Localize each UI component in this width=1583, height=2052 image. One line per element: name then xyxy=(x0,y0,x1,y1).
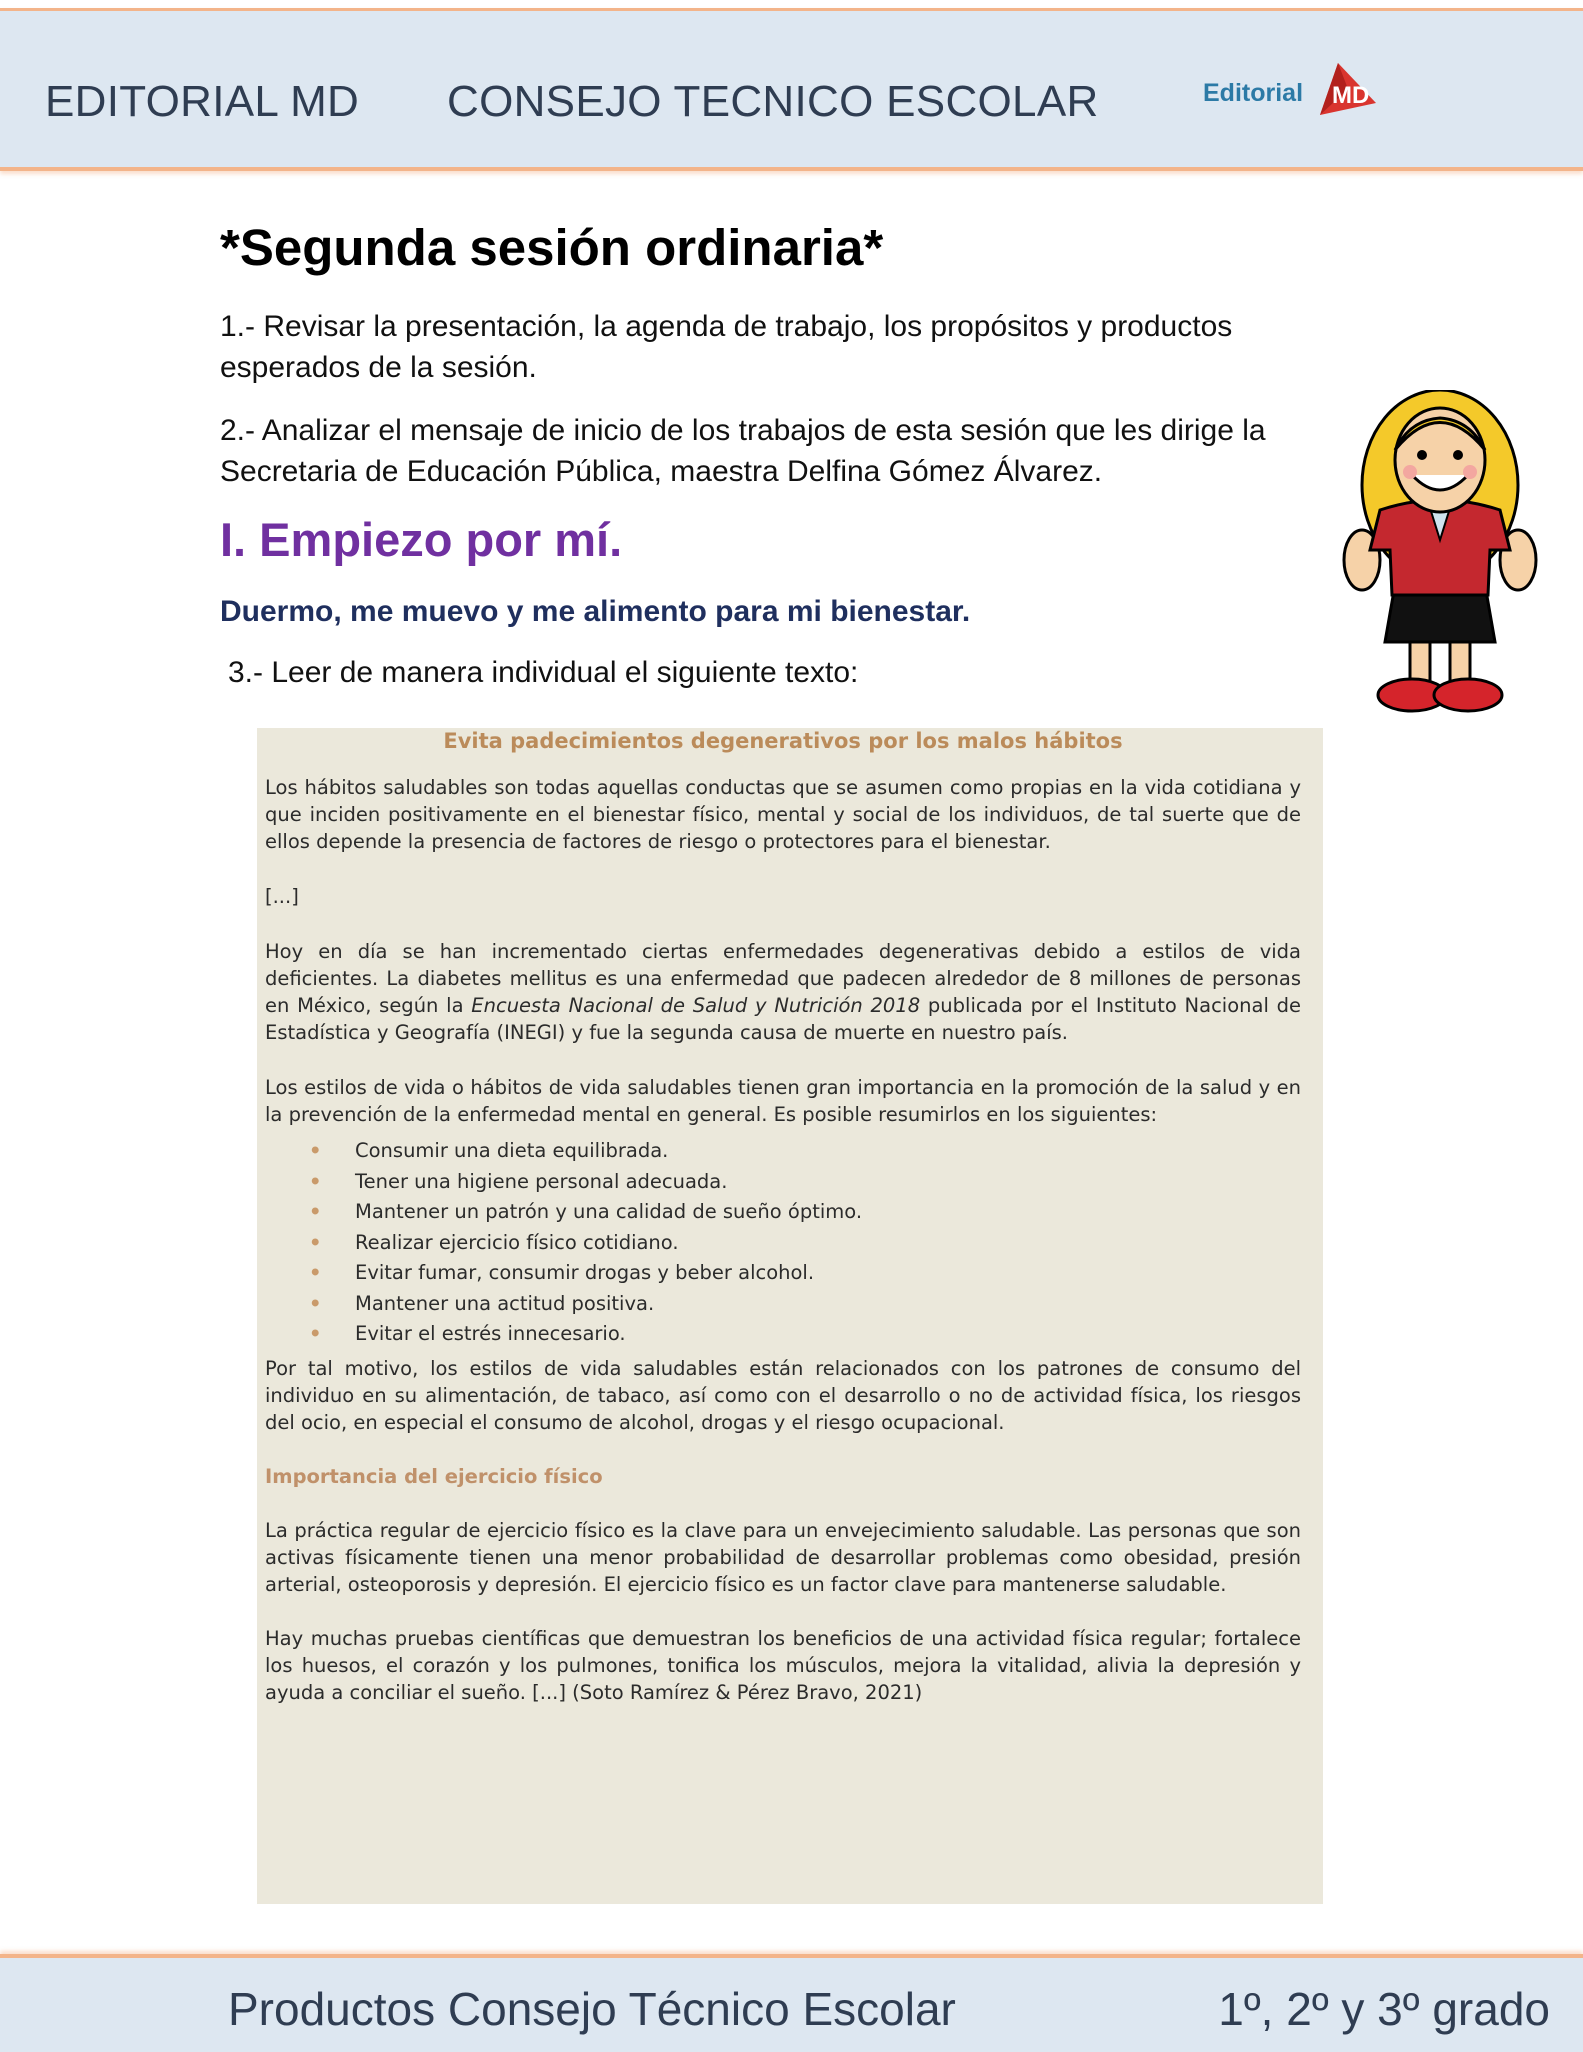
bullet-icon: • xyxy=(309,1261,322,1284)
md-logo-icon xyxy=(1310,59,1380,119)
reading-paragraph-4: Por tal motivo, los estilos de vida saludables están relacionados con los patrones de consumo del individuo en su alimentación, de tabaco, así como con el desarrollo o no de actividad física, los riesgos del ocio, en especial el consumo de alcohol, drogas y el riesgo ocupacional. xyxy=(265,1356,1301,1434)
list-item: • Mantener una actitud positiva. xyxy=(265,1289,1301,1320)
list-item: • Evitar el estrés innecesario. xyxy=(265,1319,1301,1350)
instruction-item-3: 3.- Leer de manera individual el siguiente texto: xyxy=(228,656,859,689)
header-left-title: EDITORIAL MD xyxy=(45,77,360,126)
section-title: I. Empiezo por mí. xyxy=(220,513,623,566)
bullet-icon: • xyxy=(309,1322,322,1345)
instruction-item-1: 1.- Revisar la presentación, la agenda de trabajo, los propósitos y productos esperados de la sesión. xyxy=(220,310,1233,384)
page-footer xyxy=(0,1954,1583,2052)
reading-text-box xyxy=(257,728,1323,1904)
instruction-item-2: 2.- Analizar el mensaje de inicio de los trabajos de esta sesión que les dirige la Secretaria de Educación Pública, maestra Delfina Gómez Álvarez. xyxy=(220,414,1266,488)
reading-paragraph-1: Los hábitos saludables son todas aquellas conductas que se asumen como propias en la vida cotidiana y que inciden positivamente en el bienestar físico, mental y social de los individuos, de tal suerte que de ellos depende la presencia de factores de riesgo o protectores para el bienestar. xyxy=(265,776,1301,853)
bullet-icon: • xyxy=(309,1200,322,1223)
reading-paragraph-3: Los estilos de vida o hábitos de vida saludables tienen gran importancia en la promoción de la salud y en la prevención de la enfermedad mental en general. Es posible resumirlos en los siguientes: xyxy=(265,1076,1301,1126)
reading-subtitle: Importancia del ejercicio físico xyxy=(265,1464,603,1488)
editorial-md-logo xyxy=(1203,51,1373,121)
bullet-icon: • xyxy=(309,1291,322,1315)
page-title: *Segunda sesión ordinaria* xyxy=(220,219,884,276)
list-item: • Realizar ejercicio físico cotidiano. xyxy=(265,1228,1301,1259)
list-item: • Consumir una dieta equilibrada. xyxy=(265,1136,1301,1167)
reading-title: Evita padecimientos degenerativos por los malos hábitos xyxy=(443,729,1123,753)
list-item: • Tener una higiene personal adecuada. xyxy=(265,1167,1301,1198)
reading-paragraph-6: Hay muchas pruebas científicas que demuestran los beneficios de una actividad física regular; fortalece los huesos, el corazón y los pulmones, tonifica los músculos, mejora la vitalidad, alivia la depresión y ayuda a conciliar el sueño. [...] (Soto Ramírez & Pérez Bravo, 2021) xyxy=(265,1626,1301,1704)
reading-paragraph-2: Hoy en día se han incrementado ciertas enfermedades degenerativas debido a estilos de vida deficientes. La diabetes mellitus es una enfermedad que padecen alrededor de 8 millones de personas en México, según la Encuesta Nacional de Salud y Nutrición 2018 publicada por el Instituto Nacional de Estadística y Geografía (INEGI) y fue la segunda causa de muerte en nuestro país. xyxy=(265,940,1302,1044)
bullet-icon: • xyxy=(309,1230,322,1254)
logo-text: Editorial xyxy=(1203,79,1304,107)
girl-cartoon-illustration xyxy=(1340,390,1540,720)
bullet-icon: • xyxy=(309,1139,322,1162)
bullet-icon: • xyxy=(309,1169,322,1193)
page-header xyxy=(0,8,1583,171)
reading-paragraph-5: La práctica regular de ejercicio físico es la clave para un envejecimiento saludable. Las personas que son activas físicamente tienen una menor probabilidad de desarrollar problemas como obesidad, presión arterial, osteoporosis y depresión. El ejercicio físico es un factor clave para mantenerse saludable. xyxy=(265,1518,1301,1596)
survey-name: Encuesta Nacional de Salud y Nutrición 2018 xyxy=(471,994,921,1017)
logo-mark: MD xyxy=(1332,82,1370,109)
list-item: • Mantener un patrón y una calidad de sueño óptimo. xyxy=(265,1197,1301,1228)
footer-grade-text: 1º, 2º y 3º grado xyxy=(1218,1983,1550,2035)
reading-ellipsis: [...] xyxy=(265,885,299,908)
header-center-title: CONSEJO TECNICO ESCOLAR xyxy=(447,77,1099,126)
footer-left-text: Productos Consejo Técnico Escolar xyxy=(228,1983,956,2035)
subsection-title: Duermo, me muevo y me alimento para mi bienestar. xyxy=(220,595,971,628)
habits-list xyxy=(265,1136,1301,1350)
list-item: • Evitar fumar, consumir drogas y beber alcohol. xyxy=(265,1258,1301,1289)
